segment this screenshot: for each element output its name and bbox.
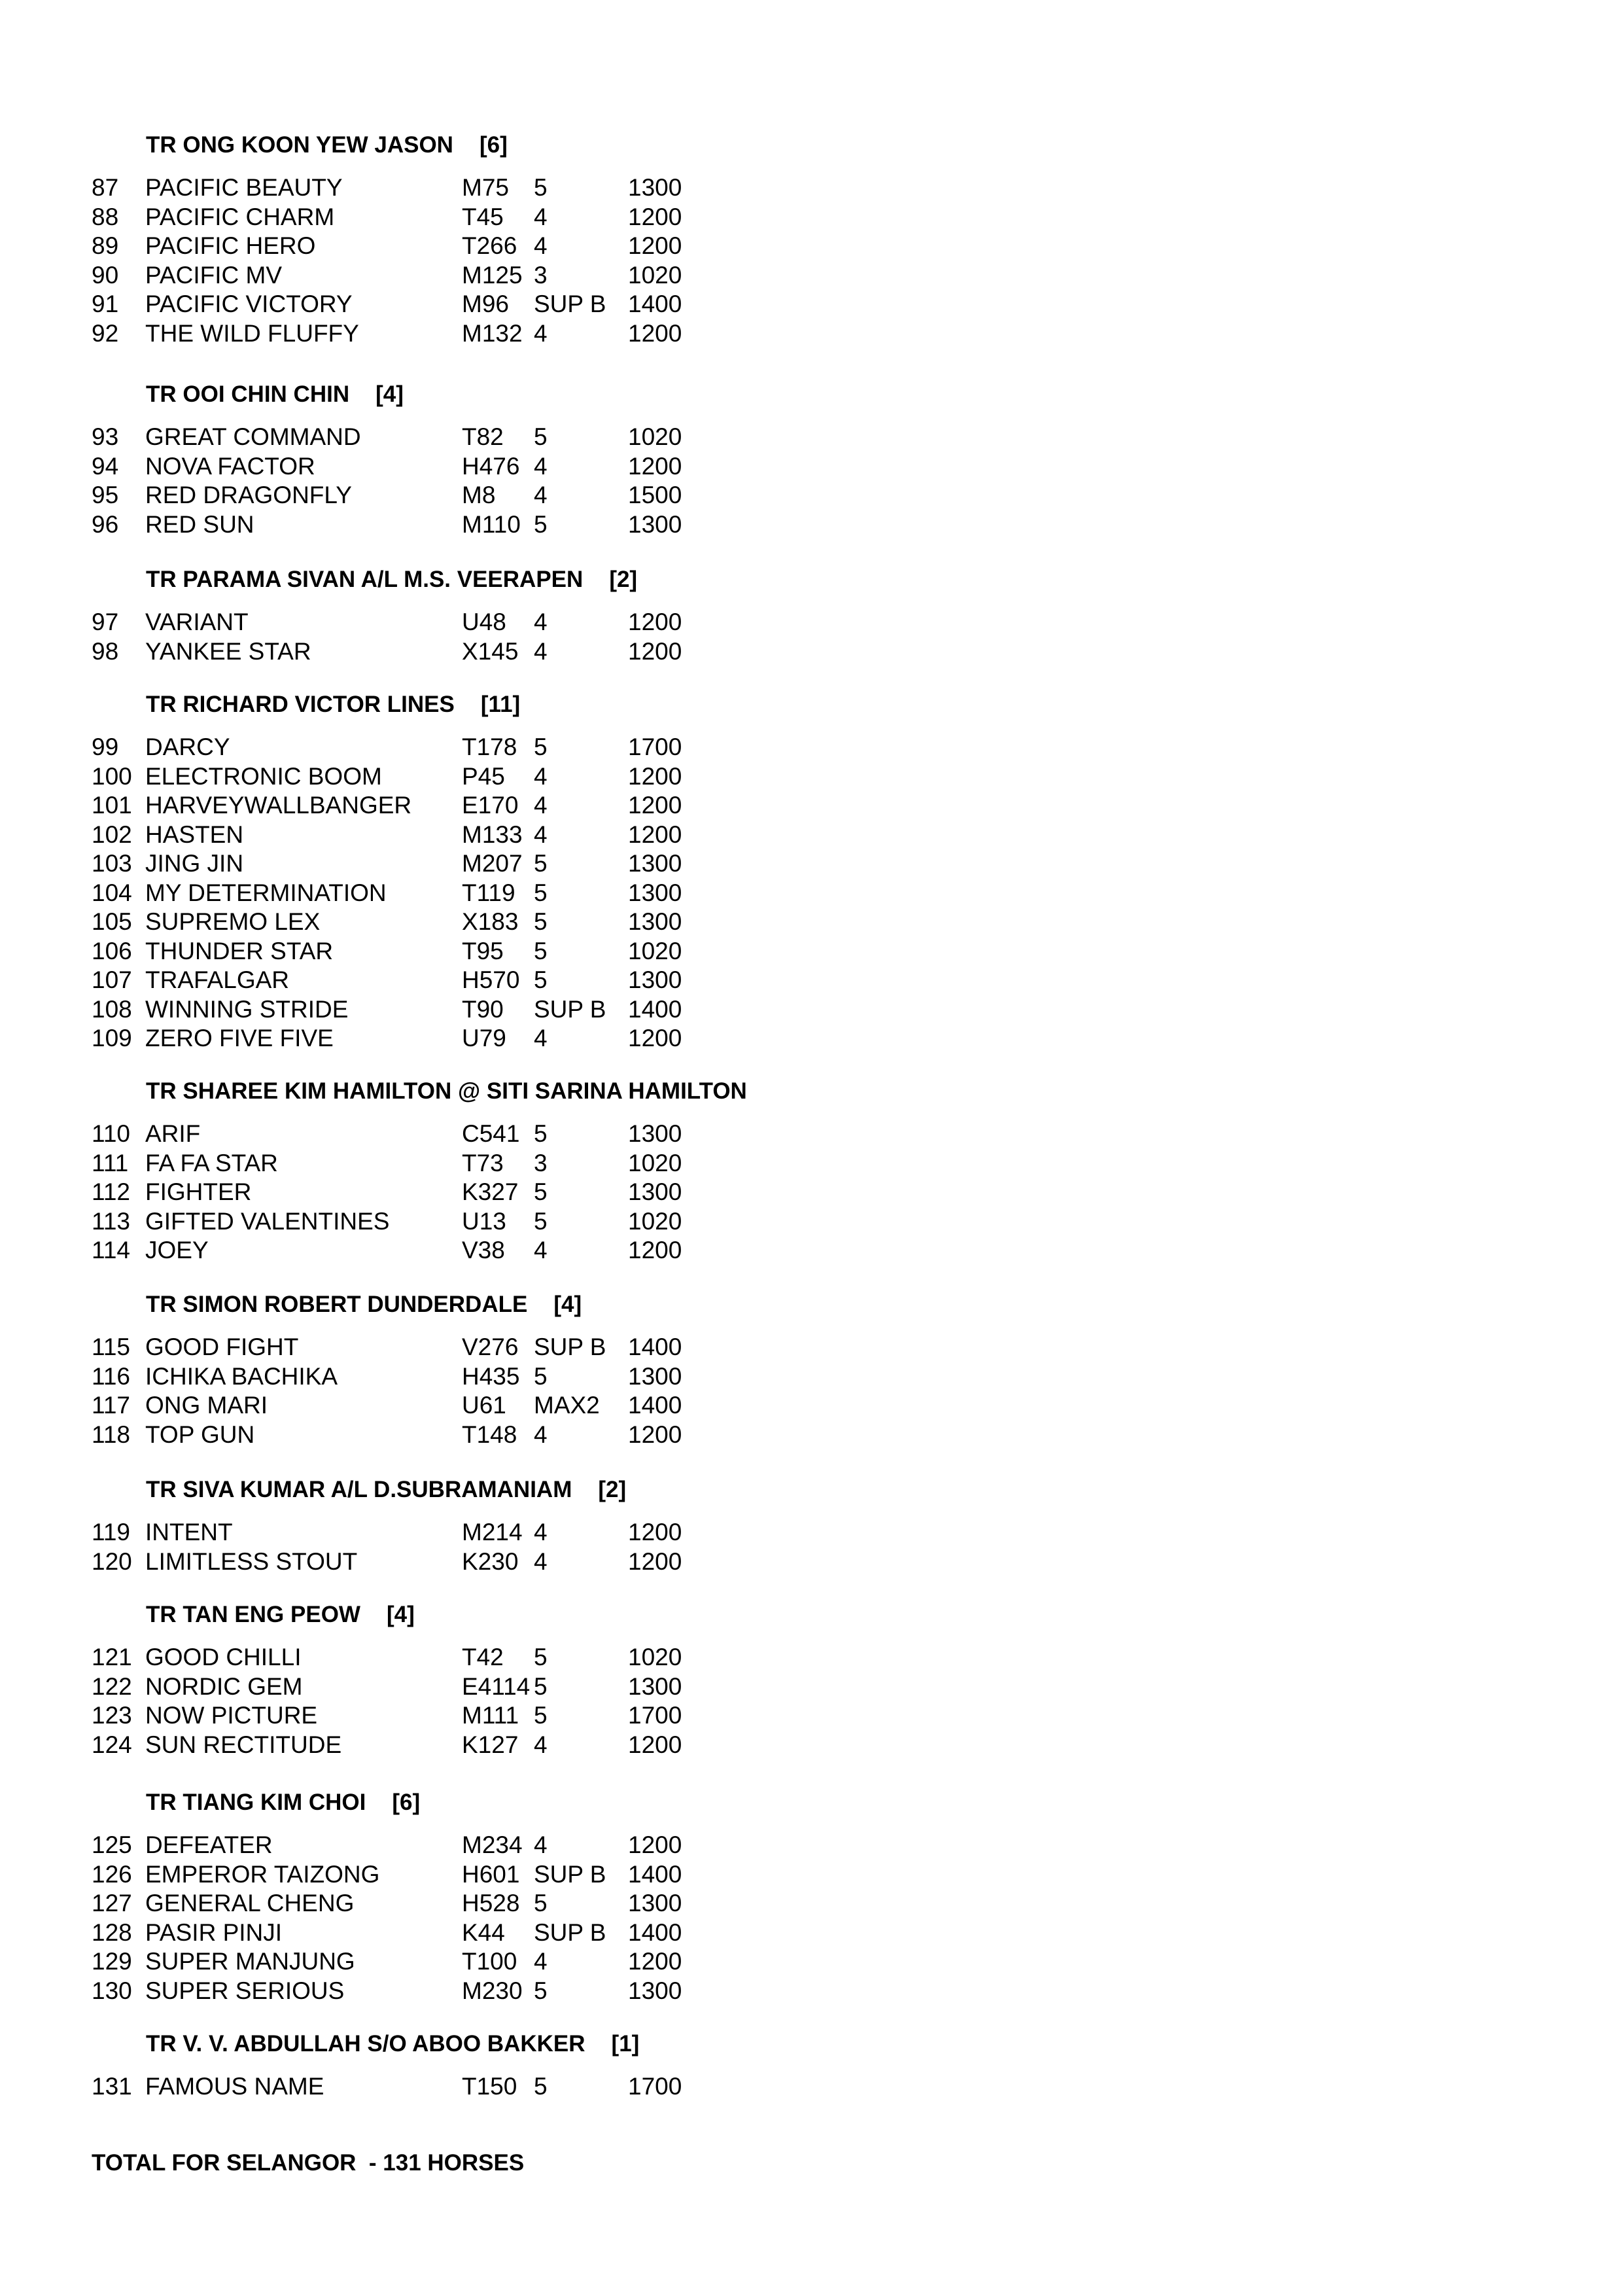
horse-name: ELECTRONIC BOOM	[145, 763, 382, 790]
trainer-heading	[146, 381, 404, 408]
horse-distance: 1200	[628, 609, 682, 635]
horse-class: 5	[534, 938, 548, 964]
horse-code: T148	[462, 1421, 517, 1448]
trainer-horse-count: [4]	[375, 381, 404, 407]
trainer-name: TR SIMON ROBERT DUNDERDALE	[146, 1292, 528, 1317]
horse-code: U79	[462, 1025, 506, 1051]
horse-class: 4	[534, 1237, 548, 1263]
horse-class: 4	[534, 792, 548, 819]
horse-distance: 1200	[628, 1831, 682, 1858]
horse-number: 130	[92, 1977, 132, 2004]
horse-name: PACIFIC VICTORY	[145, 291, 353, 317]
horse-name: EMPEROR TAIZONG	[145, 1861, 380, 1888]
horse-distance: 1020	[628, 938, 682, 964]
horse-name: RED SUN	[145, 511, 254, 538]
horse-distance: 1400	[628, 996, 682, 1023]
horse-code: V276	[462, 1333, 519, 1360]
horse-name: ARIF	[145, 1120, 201, 1147]
horse-code: H601	[462, 1861, 520, 1888]
horse-code: V38	[462, 1237, 505, 1263]
horse-name: ZERO FIVE FIVE	[145, 1025, 334, 1051]
horse-code: M110	[462, 511, 521, 538]
horse-class: 5	[534, 733, 548, 760]
horse-class: 5	[534, 511, 548, 538]
horse-number: 129	[92, 1948, 132, 1975]
trainer-horse-count: [2]	[598, 1477, 627, 1502]
horse-distance: 1020	[628, 423, 682, 450]
horse-number: 126	[92, 1861, 132, 1888]
horse-number: 116	[92, 1363, 130, 1390]
trainer-name: TR V. V. ABDULLAH S/O ABOO BAKKER	[146, 2031, 585, 2057]
horse-distance: 1300	[628, 1363, 682, 1390]
horse-number: 96	[92, 511, 119, 538]
horse-name: HASTEN	[145, 821, 244, 848]
horse-code: M75	[462, 174, 509, 201]
horse-code: M125	[462, 262, 523, 289]
horse-code: T119	[462, 879, 515, 906]
horse-distance: 1200	[628, 1421, 682, 1448]
horse-class: SUP B	[534, 1919, 606, 1946]
horse-name: ICHIKA BACHIKA	[145, 1363, 338, 1390]
horse-number: 98	[92, 638, 119, 665]
trainer-name: TR TAN ENG PEOW	[146, 1602, 360, 1627]
horse-distance: 1500	[628, 482, 682, 508]
horse-number: 99	[92, 733, 119, 760]
trainer-name: TR SHAREE KIM HAMILTON @ SITI SARINA HAMILTON	[146, 1078, 747, 1104]
horse-class: 4	[534, 203, 548, 230]
horse-number: 111	[92, 1150, 129, 1176]
horse-class: 4	[534, 1731, 548, 1758]
trainer-heading	[146, 1292, 582, 1318]
horse-class: SUP B	[534, 1861, 606, 1888]
trainer-heading	[146, 1790, 420, 1816]
horse-number: 117	[92, 1392, 130, 1419]
horse-distance: 1200	[628, 320, 682, 347]
horse-number: 106	[92, 938, 132, 964]
horse-distance: 1700	[628, 733, 682, 760]
horse-number: 105	[92, 908, 132, 935]
horse-name: HARVEYWALLBANGER	[145, 792, 412, 819]
horse-distance: 1400	[628, 1919, 682, 1946]
horse-name: INTENT	[145, 1519, 233, 1545]
horse-distance: 1300	[628, 511, 682, 538]
horse-class: 4	[534, 320, 548, 347]
horse-distance: 1200	[628, 1948, 682, 1975]
horse-class: 4	[534, 1831, 548, 1858]
horse-number: 115	[92, 1333, 130, 1360]
horse-class: 5	[534, 1208, 548, 1235]
horse-class: 3	[534, 262, 548, 289]
horse-class: 4	[534, 1948, 548, 1975]
trainer-heading	[146, 1477, 626, 1503]
horse-class: 5	[534, 174, 548, 201]
horse-code: H570	[462, 966, 520, 993]
horse-name: PASIR PINJI	[145, 1919, 283, 1946]
horse-distance: 1300	[628, 908, 682, 935]
horse-number: 125	[92, 1831, 132, 1858]
horse-code: M234	[462, 1831, 523, 1858]
horse-class: 5	[534, 423, 548, 450]
horse-number: 114	[92, 1237, 130, 1263]
horse-class: 4	[534, 638, 548, 665]
horse-name: GREAT COMMAND	[145, 423, 361, 450]
trainer-heading	[146, 1602, 415, 1628]
horse-distance: 1300	[628, 1890, 682, 1916]
horse-class: 4	[534, 763, 548, 790]
horse-code: M96	[462, 291, 509, 317]
horse-number: 101	[92, 792, 132, 819]
horse-number: 103	[92, 850, 132, 877]
trainer-horse-count: [6]	[479, 132, 508, 158]
trainer-horse-count: [6]	[392, 1790, 421, 1815]
horse-code: T266	[462, 232, 517, 259]
horse-distance: 1300	[628, 879, 682, 906]
horse-class: 4	[534, 453, 548, 480]
horse-code: K230	[462, 1548, 519, 1575]
horse-name: THE WILD FLUFFY	[145, 320, 359, 347]
horse-code: M214	[462, 1519, 523, 1545]
trainer-heading	[146, 132, 508, 158]
horse-number: 113	[92, 1208, 130, 1235]
horse-code: T42	[462, 1644, 504, 1670]
horse-number: 95	[92, 482, 119, 508]
horse-distance: 1020	[628, 1208, 682, 1235]
horse-class: MAX2	[534, 1392, 600, 1419]
horse-name: FAMOUS NAME	[145, 2073, 324, 2100]
horse-class: SUP B	[534, 1333, 606, 1360]
trainer-name: TR PARAMA SIVAN A/L M.S. VEERAPEN	[146, 567, 584, 592]
horse-code: M132	[462, 320, 523, 347]
horse-class: 5	[534, 879, 548, 906]
horse-name: GENERAL CHENG	[145, 1890, 355, 1916]
trainer-horse-count: [4]	[386, 1602, 415, 1627]
horse-code: H528	[462, 1890, 520, 1916]
horse-distance: 1300	[628, 966, 682, 993]
trainer-horse-count: [1]	[611, 2031, 640, 2057]
horse-name: THUNDER STAR	[145, 938, 334, 964]
horse-distance: 1400	[628, 291, 682, 317]
horse-number: 104	[92, 879, 132, 906]
horse-code: U61	[462, 1392, 506, 1419]
horse-code: X183	[462, 908, 519, 935]
horse-name: PACIFIC HERO	[145, 232, 316, 259]
horse-code: T90	[462, 996, 504, 1023]
horse-class: 5	[534, 1702, 548, 1729]
horse-distance: 1200	[628, 1731, 682, 1758]
trainer-heading	[146, 2031, 639, 2057]
horse-name: RED DRAGONFLY	[145, 482, 352, 508]
horse-code: T73	[462, 1150, 504, 1176]
horse-name: JING JIN	[145, 850, 244, 877]
horse-code: T100	[462, 1948, 517, 1975]
trainer-horse-count: [11]	[480, 692, 521, 717]
horse-code: T82	[462, 423, 504, 450]
horse-code: U13	[462, 1208, 506, 1235]
horse-code: M111	[462, 1702, 519, 1729]
horse-code: H435	[462, 1363, 520, 1390]
horse-distance: 1200	[628, 203, 682, 230]
horse-code: M207	[462, 850, 523, 877]
horse-class: 5	[534, 1673, 548, 1700]
horse-code: E170	[462, 792, 519, 819]
horse-name: LIMITLESS STOUT	[145, 1548, 358, 1575]
horse-class: 5	[534, 1977, 548, 2004]
horse-name: TOP GUN	[145, 1421, 255, 1448]
horse-class: 4	[534, 609, 548, 635]
horse-name: FA FA STAR	[145, 1150, 278, 1176]
horse-class: SUP B	[534, 996, 606, 1023]
horse-number: 89	[92, 232, 119, 259]
horse-distance: 1300	[628, 1120, 682, 1147]
horse-number: 127	[92, 1890, 132, 1916]
horse-distance: 1020	[628, 262, 682, 289]
horse-number: 107	[92, 966, 132, 993]
horse-distance: 1300	[628, 1673, 682, 1700]
horse-name: ONG MARI	[145, 1392, 268, 1419]
horse-name: WINNING STRIDE	[145, 996, 349, 1023]
horse-number: 93	[92, 423, 119, 450]
horse-name: PACIFIC CHARM	[145, 203, 335, 230]
horse-distance: 1200	[628, 821, 682, 848]
horse-number: 91	[92, 291, 119, 317]
horse-distance: 1200	[628, 1519, 682, 1545]
total-line: TOTAL FOR SELANGOR - 131 HORSES	[92, 2150, 525, 2176]
horse-class: 4	[534, 1421, 548, 1448]
horse-name: PACIFIC MV	[145, 262, 282, 289]
horse-class: 5	[534, 1363, 548, 1390]
horse-code: K44	[462, 1919, 505, 1946]
horse-code: T45	[462, 203, 504, 230]
horse-distance: 1300	[628, 850, 682, 877]
horse-number: 118	[92, 1421, 130, 1448]
trainer-name: TR OOI CHIN CHIN	[146, 381, 350, 407]
horse-distance: 1020	[628, 1150, 682, 1176]
horse-name: GOOD FIGHT	[145, 1333, 299, 1360]
horse-code: X145	[462, 638, 519, 665]
horse-name: GIFTED VALENTINES	[145, 1208, 390, 1235]
horse-class: 4	[534, 1025, 548, 1051]
horse-distance: 1300	[628, 1977, 682, 2004]
trainer-name: TR TIANG KIM CHOI	[146, 1790, 366, 1815]
trainer-horse-count: [4]	[553, 1292, 582, 1317]
horse-name: SUPER MANJUNG	[145, 1948, 355, 1975]
horse-distance: 1020	[628, 1644, 682, 1670]
horse-class: 5	[534, 966, 548, 993]
horse-number: 124	[92, 1731, 132, 1758]
horse-name: PACIFIC BEAUTY	[145, 174, 343, 201]
horse-code: T150	[462, 2073, 517, 2100]
horse-code: U48	[462, 609, 506, 635]
horse-number: 110	[92, 1120, 130, 1147]
horse-code: K327	[462, 1178, 519, 1205]
horse-name: SUPER SERIOUS	[145, 1977, 345, 2004]
horse-class: 5	[534, 850, 548, 877]
trainer-name: TR SIVA KUMAR A/L D.SUBRAMANIAM	[146, 1477, 572, 1502]
horse-number: 123	[92, 1702, 132, 1729]
horse-distance: 1200	[628, 638, 682, 665]
horse-code: H476	[462, 453, 520, 480]
horse-number: 90	[92, 262, 119, 289]
horse-class: 4	[534, 482, 548, 508]
horse-number: 108	[92, 996, 132, 1023]
horse-distance: 1200	[628, 232, 682, 259]
horse-name: NOVA FACTOR	[145, 453, 315, 480]
trainer-name: TR ONG KOON YEW JASON	[146, 132, 453, 158]
horse-name: YANKEE STAR	[145, 638, 311, 665]
horse-distance: 1200	[628, 1548, 682, 1575]
horse-number: 120	[92, 1548, 132, 1575]
horse-class: 4	[534, 821, 548, 848]
horse-number: 88	[92, 203, 119, 230]
horse-code: M8	[462, 482, 496, 508]
horse-class: 5	[534, 1644, 548, 1670]
trainer-heading	[146, 567, 637, 593]
trainer-horse-count: [2]	[609, 567, 638, 592]
horse-distance: 1300	[628, 1178, 682, 1205]
horse-number: 94	[92, 453, 119, 480]
horse-number: 128	[92, 1919, 132, 1946]
horse-distance: 1700	[628, 2073, 682, 2100]
horse-class: 5	[534, 1120, 548, 1147]
horse-number: 121	[92, 1644, 132, 1670]
trainer-heading	[146, 692, 520, 718]
trainer-name: TR RICHARD VICTOR LINES	[146, 692, 455, 717]
horse-class: 5	[534, 908, 548, 935]
horse-name: TRAFALGAR	[145, 966, 289, 993]
horse-name: SUPREMO LEX	[145, 908, 321, 935]
horse-distance: 1300	[628, 174, 682, 201]
horse-distance: 1200	[628, 453, 682, 480]
horse-code: M133	[462, 821, 523, 848]
horse-distance: 1700	[628, 1702, 682, 1729]
trainer-heading	[146, 1078, 747, 1104]
horse-distance: 1200	[628, 1237, 682, 1263]
horse-number: 112	[92, 1178, 130, 1205]
horse-number: 131	[92, 2073, 132, 2100]
horse-name: FIGHTER	[145, 1178, 252, 1205]
horse-class: 5	[534, 1178, 548, 1205]
horse-class: 4	[534, 232, 548, 259]
horse-name: NORDIC GEM	[145, 1673, 303, 1700]
horse-code: P45	[462, 763, 505, 790]
horse-distance: 1200	[628, 763, 682, 790]
horse-class: 4	[534, 1519, 548, 1545]
horse-code: T95	[462, 938, 504, 964]
horse-name: SUN RECTITUDE	[145, 1731, 342, 1758]
horse-name: JOEY	[145, 1237, 209, 1263]
horse-number: 92	[92, 320, 119, 347]
horse-class: 3	[534, 1150, 548, 1176]
horse-name: MY DETERMINATION	[145, 879, 387, 906]
horse-number: 122	[92, 1673, 132, 1700]
horse-code: T178	[462, 733, 517, 760]
horse-code: E4114	[462, 1673, 531, 1700]
horse-number: 97	[92, 609, 119, 635]
horse-distance: 1200	[628, 792, 682, 819]
horse-name: DEFEATER	[145, 1831, 273, 1858]
horse-class: SUP B	[534, 291, 606, 317]
horse-distance: 1400	[628, 1392, 682, 1419]
horse-number: 119	[92, 1519, 130, 1545]
horse-code: C541	[462, 1120, 520, 1147]
horse-number: 102	[92, 821, 132, 848]
horse-distance: 1400	[628, 1861, 682, 1888]
horse-number: 109	[92, 1025, 132, 1051]
horse-number: 100	[92, 763, 132, 790]
horse-number: 87	[92, 174, 119, 201]
horse-class: 5	[534, 1890, 548, 1916]
horse-code: M230	[462, 1977, 523, 2004]
horse-name: GOOD CHILLI	[145, 1644, 302, 1670]
horse-class: 4	[534, 1548, 548, 1575]
horse-class: 5	[534, 2073, 548, 2100]
horse-code: K127	[462, 1731, 519, 1758]
horse-name: DARCY	[145, 733, 230, 760]
horse-distance: 1400	[628, 1333, 682, 1360]
horse-name: VARIANT	[145, 609, 249, 635]
horse-distance: 1200	[628, 1025, 682, 1051]
horse-name: NOW PICTURE	[145, 1702, 318, 1729]
